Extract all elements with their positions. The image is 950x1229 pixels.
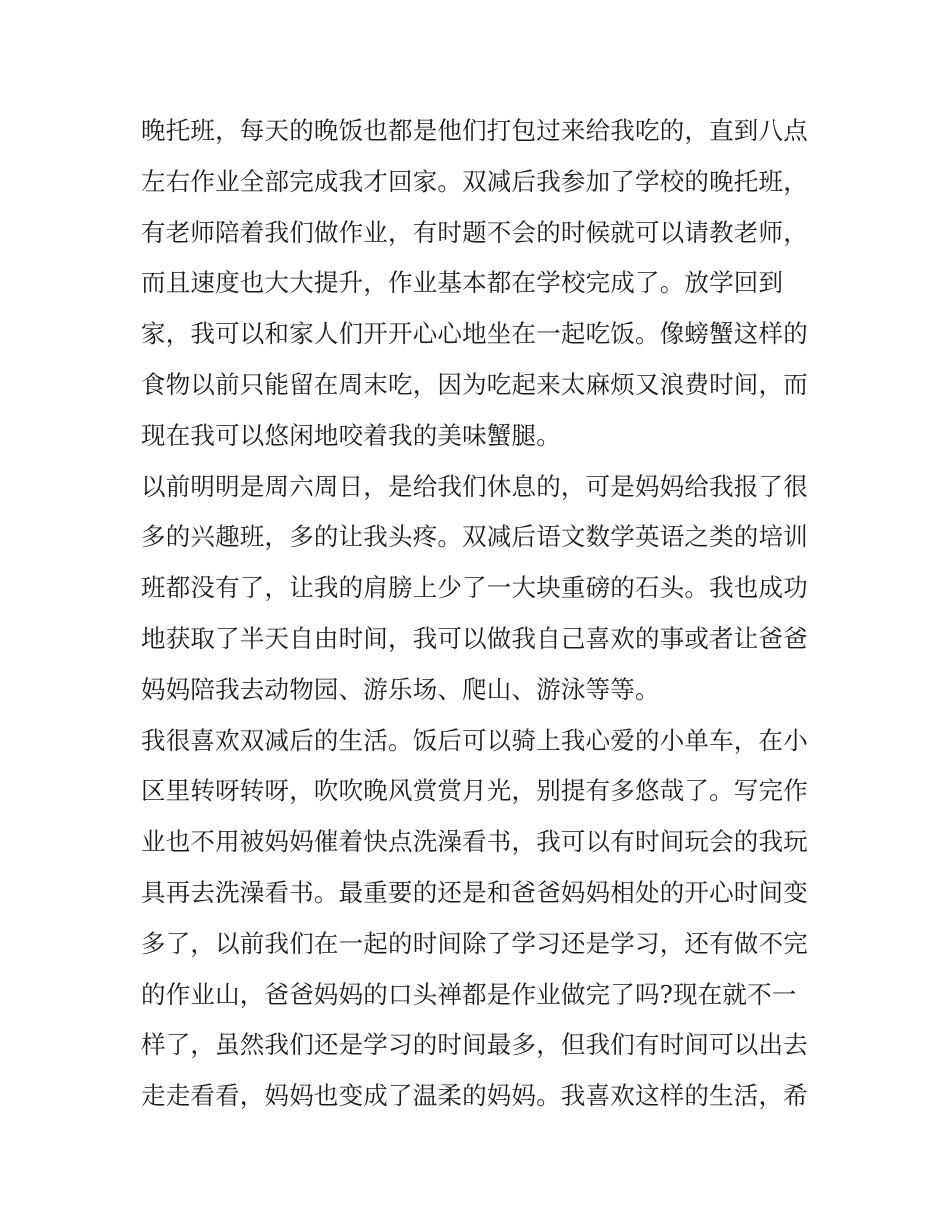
text-line: 地获取了半天自由时间，我可以做我自己喜欢的事或者让爸爸 [141, 623, 808, 653]
text-line: 而且速度也大大提升，作业基本都在学校完成了。放学回到 [141, 268, 784, 298]
text-line: 多的兴趣班，多的让我头疼。双减后语文数学英语之类的培训 [141, 522, 808, 552]
text-line: 走走看看，妈妈也变成了温柔的妈妈。我喜欢这样的生活，希 [141, 1081, 808, 1111]
text-line: 现在我可以悠闲地咬着我的美味蟹腿。 [141, 420, 561, 450]
text-line: 区里转呀转呀，吹吹晚风赏赏月光，别提有多悠哉了。写完作 [141, 776, 808, 806]
text-line: 以前明明是周六周日，是给我们休息的，可是妈妈给我报了很 [141, 471, 808, 501]
text-line: 样了，虽然我们还是学习的时间最多，但我们有时间可以出去 [141, 1030, 808, 1060]
text-line: 的作业山，爸爸妈妈的口头禅都是作业做完了吗?现在就不一 [141, 979, 797, 1009]
text-line: 有老师陪着我们做作业，有时题不会的时候就可以请教老师， [141, 217, 808, 247]
text-line: 我很喜欢双减后的生活。饭后可以骑上我心爱的小单车，在小 [141, 725, 808, 755]
text-line: 业也不用被妈妈催着快点洗澡看书，我可以有时间玩会的我玩 [141, 827, 808, 857]
text-line: 具再去洗澡看书。最重要的还是和爸爸妈妈相处的开心时间变 [141, 877, 808, 907]
text-line: 左右作业全部完成我才回家。双减后我参加了学校的晚托班， [141, 166, 808, 196]
text-line: 食物以前只能留在周末吃，因为吃起来太麻烦又浪费时间，而 [141, 369, 808, 399]
text-line: 班都没有了，让我的肩膀上少了一大块重磅的石头。我也成功 [141, 573, 808, 603]
text-line: 多了，以前我们在一起的时间除了学习还是学习，还有做不完 [141, 928, 808, 958]
essay-body [141, 106, 821, 1122]
text-line: 晚托班，每天的晚饭也都是他们打包过来给我吃的，直到八点 [141, 116, 808, 145]
text-line: 妈妈陪我去动物园、游乐场、爬山、游泳等等。 [141, 674, 660, 704]
text-line: 家，我可以和家人们开开心心地坐在一起吃饭。像螃蟹这样的 [141, 319, 808, 349]
